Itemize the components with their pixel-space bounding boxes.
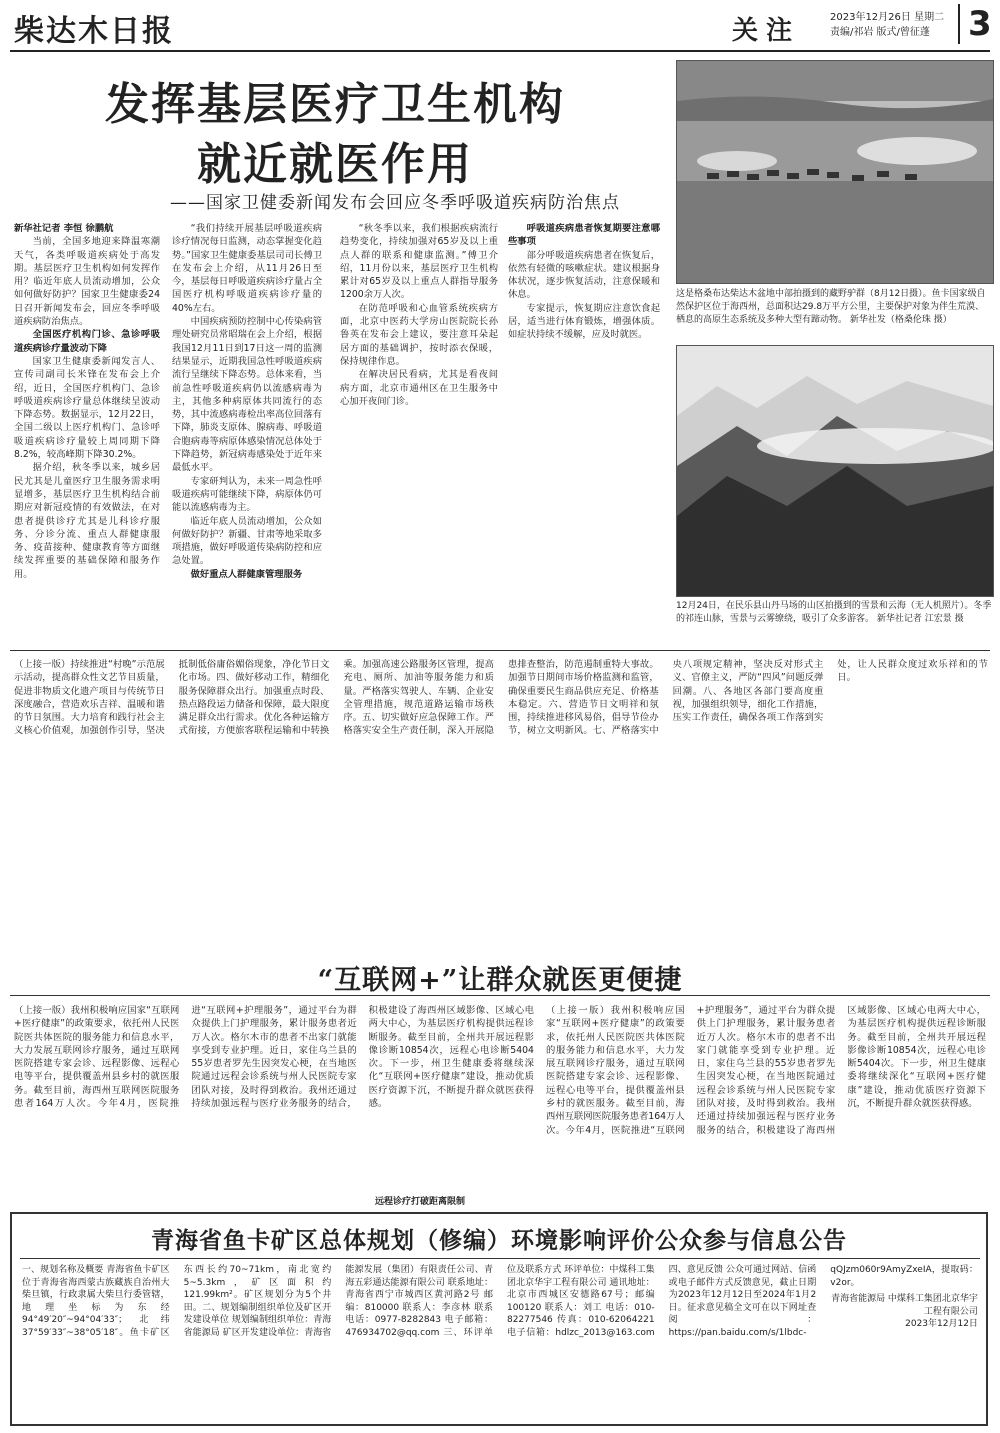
article-paragraph: 在解决居民看病，尤其是看夜间病方面，北京市通州区在卫生服务中心加开夜间门诊。 [340, 369, 498, 407]
article-subtitle: 全国医疗机构门诊、急诊呼吸道疾病诊疗量波动下降 [14, 329, 160, 354]
article-column-3 [340, 222, 498, 642]
article-column-2 [172, 222, 322, 642]
section-divider [10, 995, 990, 996]
photo-mountains [676, 345, 994, 597]
article-paragraph: 在防范呼吸和心血管系统疾病方面，北京中医药大学房山医院院长孙鲁英在发布会上建议，要注意耳朵起居方面的基础调护，按时添衣保暖，保持规律作息。 [340, 302, 498, 367]
article-paragraph: 临近年底人员流动增加，公众如何做好防护？新疆、甘肃等地采取多项措施，做好呼吸道传染病防控和应急处置。 [172, 515, 322, 567]
article-paragraph: 专家研判认为，未来一周急性呼吸道疾病可能继续下降，病原体仍可能以流感病毒为主。 [172, 475, 322, 514]
headline-line-1: 发挥基层医疗卫生机构 [105, 79, 565, 130]
newspaper-masthead: 柴达木日报 [14, 14, 174, 49]
notice-signatories: 青海省能源局 中煤科工集团北京华宇工程有限公司 [831, 1294, 978, 1317]
photo-caption-2 [676, 600, 992, 626]
section-divider [10, 650, 990, 651]
internet-healthcare-text-right: （上接一版）我州积极响应国家“互联网+医疗健康”的政策要求，依托州人民医院医共体医院的服务能力和信息水平，大力发展互联网诊疗服务，通过互联网医院搭建专家会诊、远程影像、远程心电等平台，提供覆盖州县乡村的就医服务。截至目前，海西州互联网医院服务患者164万人次。今年4月，医院推进“互联网+护理服务”，通过平台为群众提供上门护理服务，累计服务患者近万人次。格尔木市的患者不出家门就能享受到专业护理。近日，家住乌兰县的55岁患者罗先生因突发心梗，在当地医院通过远程会诊系统与州人民医院专家团队对接，及时得到救治。我州还通过持续加强远程与医疗业务服务的结合，积极建设了海西州区域影像、区域心电两大中心，为基层医疗机构提供远程诊断服务。截至目前，全州共开展远程影像诊断10854次，远程心电诊断5404次。下一步，州卫生健康委将继续深化“互联网+医疗健康”建设，推动优质医疗资源下沉，不断提升群众就医获得感。 [546, 1005, 986, 1136]
article-paragraph: 国家卫生健康委新闻发言人、宣传司副司长米锋在发布会上介绍，近日，全国医疗机构门、急诊呼吸道疾病诊疗量总体继续呈波动下降态势。数据显示，12月22日，全国二级以上医疗机构门、急诊呼吸道疾病诊疗量较上周同期下降8.2%，较高峰期下降30.2%。 [14, 355, 160, 461]
photo-caption-1 [676, 288, 992, 327]
byline: 新华社记者 李恒 徐鹏航 [14, 223, 114, 234]
photo-wildlife [676, 60, 994, 284]
notice-body [22, 1264, 978, 1414]
healthcare-photo-caption: 远程诊疗打破距离限制 [374, 1197, 465, 1207]
caption-text: 12月24日，在民乐县山丹马场的山区拍摄到的雪景和云海（无人机照片）。冬季的祁连山脉，雪景与云雾缭绕，吸引了众多游客。 [676, 601, 992, 624]
article-paragraph: “我们持续开展基层呼吸道疾病诊疗情况每日监测，动态掌握变化趋势。”国家卫生健康委基层司司长傅卫在发布会上介绍，从11月26日至今，基层每日呼吸道疾病诊疗量占全国医疗机构呼吸道疾病诊疗量的40%左右。 [172, 223, 322, 314]
editors-line: 责编/祁岩 版式/曾征蓬 [830, 27, 930, 38]
dateline [830, 10, 955, 40]
internet-healthcare-text-left: （上接一版）我州积极响应国家“互联网+医疗健康”的政策要求，依托州人民医院医共体医院的服务能力和信息水平，大力发展互联网诊疗服务，通过互联网医院搭建专家会诊、远程影像、远程心电等平台，提供覆盖州县乡村的就医服务。截至目前，海西州互联网医院服务患者164万人次。今年4月，医院推进“互联网+护理服务”，通过平台为群众提供上门护理服务，累计服务患者近万人次。格尔木市的患者不出家门就能享受到专业护理。近日，家住乌兰县的55岁患者罗先生因突发心梗，在当地医院通过远程会诊系统与州人民医院专家团队对接，及时得到救治。我州还通过持续加强远程与医疗业务服务的结合，积极建设了海西州区域影像、区域心电两大中心，为基层医疗机构提供远程诊断服务。截至目前，全州共开展远程影像诊断10854次，远程心电诊断5404次。下一步，州卫生健康委将继续深化“互联网+医疗健康”建设，推动优质医疗资源下沉，不断提升群众就医获得感。 [14, 1005, 534, 1110]
main-headline [20, 75, 650, 195]
article-column-1 [14, 222, 160, 642]
wildlife-photo-image [677, 61, 993, 283]
caption-credit: 新华社记者 江宏景 摄 [876, 614, 964, 624]
caption-text: 这是格桑布达柴达木盆地中部拍摄到的藏野驴群（8月12日摄）。鱼卡国家级自然保护区位于海西州，总面积达29.8万平方公里，主要保护对象为伴生荒漠、栖息的高原生态系统及多种大型有蹄动物。 [676, 289, 986, 325]
caption-credit: 新华社发（格桑伦珠 摄） [849, 315, 952, 325]
article-subtitle: 做好重点人群健康管理服务 [190, 568, 303, 580]
article-paragraph: “秋冬季以来，我们根据疾病流行趋势变化，持续加强对65岁及以上重点人群的联系和健康监测。”傅卫介绍，11月份以来，基层医疗卫生机构累计对65岁及以上重点人群指导服务1200余万人次。 [340, 223, 498, 301]
article-paragraph: 当前，全国多地迎来降温寒潮天气，各类呼吸道疾病处于高发期。基层医疗卫生机构如何发挥作用？临近年底人员流动增加，公众如何做好防护？国家卫生健康委24日召开新闻发布会，回应冬季呼吸道疾病防治焦点。 [14, 236, 160, 328]
notice-rule [20, 1258, 980, 1259]
masthead-rule [10, 50, 990, 52]
continued-story: （上接一版）持续推进“村晚”示范展示活动，提高群众性文艺节目质量，促进非物质文化遗产项目与传统节日深度融合，营造欢乐吉祥、温暖和谐的节日氛围。大力培育和践行社会主义核心价值观，加强创作引导，坚决抵制低俗庸俗媚俗现象，净化节日文化市场。四、做好移动工作，精细化服务保障群众出行。加强重点时段、热点路段运力储备和保障，最大限度满足群众出行需求。优化各种运输方式衔接，方便旅客联程运输和中转换乘。加强高速公路服务区管理，提高充电、厕所、加油等服务能力和质量。严格落实驾驶人、车辆、企业安全管理措施，规范道路运输市场秩序。五、切实做好应急保障工作。严格落实安全生产责任制，深入开展隐患排查整治，防范遏制重特大事故。加强节日期间市场价格监测和监管，确保重要民生商品供应充足、价格基本稳定。六、营造节日文明祥和氛围，持续推进移风易俗，倡导节俭办节，树立文明新风。七、严格落实中央八项规定精神，坚决反对形式主义、官僚主义，严防“四风”问题反弹回潮。八、各地区各部门要高度重视，加强组织领导，细化工作措施，压实工作责任，确保各项工作落到实处，让人民群众度过欢乐祥和的节日。 [14, 659, 988, 737]
article-paragraph: 部分呼吸道疾病患者在恢复后，依然有轻微的咳嗽症状。建议根据身体状况，逐步恢复活动，注意保暖和休息。 [508, 249, 660, 301]
section-title: 关注 [732, 16, 801, 46]
article-column-4 [508, 222, 660, 642]
subheadline: ——国家卫健委新闻发布会回应冬季呼吸道疾病防治焦点 [170, 193, 620, 213]
issue-date: 2023年12月26日 星期二 [830, 12, 945, 23]
article-paragraph: 据介绍，秋冬季以来，城乡居民尤其是儿童医疗卫生服务需求明显增多，基层医疗卫生机构结合前期应对新冠疫情的有效做法，在对患者提供诊疗尤其是儿科诊疗服务、分诊分流、重点人群健康服务、疫苗接种、健康教育等方面继续发挥重要的基础保障和服务作用。 [14, 462, 160, 580]
internet-healthcare-headline: “互联网+”让群众就医更便捷 [317, 965, 683, 996]
notice-text: 一、规划名称及概要 青海省鱼卡矿区位于青海省海西蒙古族藏族自治州大柴旦镇，行政隶属大柴旦行委管辖，地理坐标为东经94°49′20″~94°04′33″；北纬37°59′33″~38°05′18″。鱼卡矿区东西长约70~71km，南北宽约5~5.3km，矿区面积约121.99km²。矿区规划分为5个井田。二、规划编制组织单位及矿区开发建设单位 规划编制组织单位：青海省能源局 矿区开发建设单位：青海省能源发展（集团）有限责任公司、青海五彩通达能源有限公司 联系地址：青海省西宁市城西区黄河路2号 邮编：810000 联系人：李彦林 联系电话：0977-8282843 电子邮箱：476934702@qq.com 三、环评单位及联系方式 环评单位：中煤科工集团北京华宇工程有限公司 通讯地址：北京市西城区安德路67号；邮编100120 联系人：刘工 电话：010-82277546 传真：010-62064221 电子信箱：hdlzc_2013@163.com 四、意见反馈 公众可通过网站、信函或电子邮件方式反馈意见，截止日期为2023年12月12日至2024年1月2日。征求意见稿全文可在以下网址查阅：https://pan.baidu.com/s/1lbdc-qQJzm060r9AmyZxeIA，提取码：v2or。 [22, 1265, 978, 1338]
headline-line-2: 就近就医作用 [197, 139, 473, 190]
notice-title: 青海省鱼卡矿区总体规划（修编）环境影响评价公众参与信息公告 [151, 1227, 847, 1254]
article-subtitle: 呼吸道疾病患者恢复期要注意哪些事项 [508, 223, 660, 248]
notice-date: 2023年12月12日 [905, 1319, 978, 1329]
mountain-photo-image [677, 346, 993, 596]
article-paragraph: 专家提示，恢复期应注意饮食起居，适当进行体育锻炼，增强体质。如症状持续不缓解，应及时就医。 [508, 302, 660, 341]
page-number: 3 [958, 4, 992, 44]
article-paragraph: 中国疾病预防控制中心传染病管理处研究员常昭瑞在会上介绍，根据我国12月11日到17日这一周的监测结果显示，近期我国急性呼吸道疾病流行呈继续下降态势。总体来看，当前急性呼吸道疾病仍以流感病毒为主，其他多种病原体共同流行的态势，其中流感病毒检出率高位回落有下降，肺炎支原体、腺病毒、呼吸道合胞病毒等病原体感染情况总体处于下降趋势，新冠病毒感染处于近年来最低水平。 [172, 316, 322, 474]
